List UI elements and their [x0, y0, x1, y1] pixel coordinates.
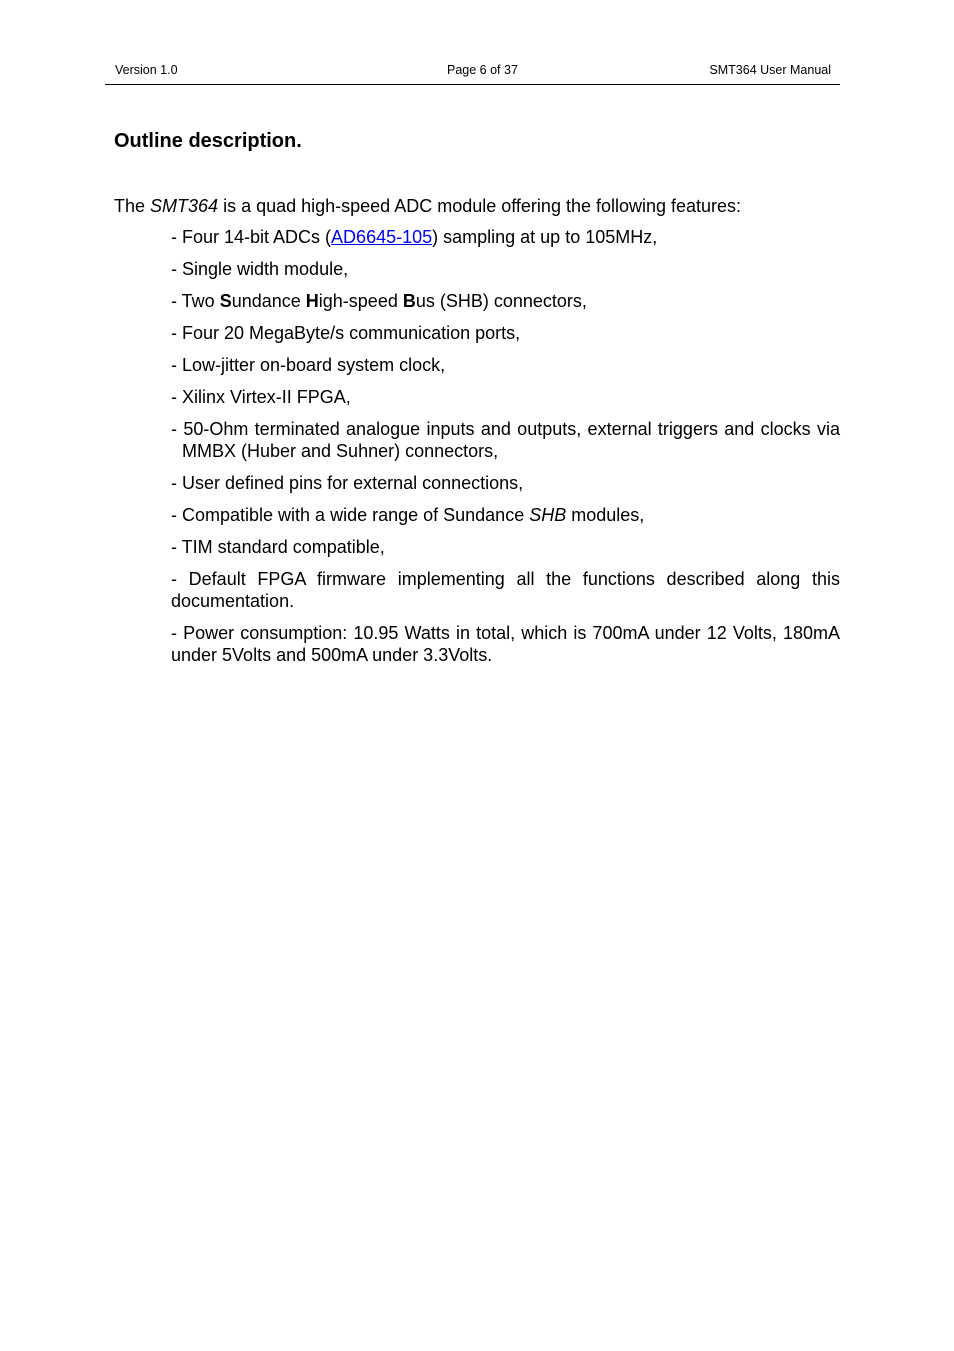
intro-product-name: SMT364	[150, 196, 219, 216]
feature-item-comm-ports: - Four 20 MegaByte/s communication ports,	[171, 323, 521, 343]
feature-adcs-before: - Four 14-bit ADCs (	[171, 227, 332, 247]
feature-adcs-after: ) sampling at up to 105MHz,	[432, 227, 658, 247]
ad6645-link[interactable]: AD6645-105	[331, 227, 433, 247]
feature-item-fpga: - Xilinx Virtex-II FPGA,	[171, 387, 351, 407]
header-page-number: Page 6 of 37	[447, 63, 518, 77]
feature-compat-after: modules,	[566, 505, 645, 525]
feature-item-single-width: - Single width module,	[171, 259, 349, 279]
feature-shb-bold-h: H	[305, 291, 319, 311]
intro-after: is a quad high-speed ADC module offering the following features:	[218, 196, 742, 216]
feature-item-user-pins: - User defined pins for external connections,	[171, 473, 524, 493]
feature-shb-text: - Two	[171, 291, 220, 311]
page-header	[105, 62, 840, 85]
feature-list	[171, 226, 840, 676]
feature-shb-bold-b: B	[402, 291, 416, 311]
feature-item-analogue-io: - 50-Ohm terminated analogue inputs and outputs, external triggers and clocks via MMBX (Huber and Suhner) connectors,	[171, 419, 840, 461]
feature-item-shb-connectors	[171, 290, 840, 312]
header-version: Version 1.0	[115, 63, 178, 77]
feature-item-power: - Power consumption: 10.95 Watts in total, which is 700mA under 12 Volts, 180mA under 5Volts and 500mA under 3.3Volts.	[171, 623, 840, 665]
section-heading: Outline description.	[114, 130, 302, 152]
intro-before: The	[114, 196, 151, 216]
feature-shb-text: us (SHB) connectors,	[415, 291, 587, 311]
feature-item-adcs	[171, 226, 840, 248]
feature-compat-shb: SHB	[529, 505, 567, 525]
feature-item-compatibility	[171, 504, 840, 526]
feature-item-system-clock: - Low-jitter on-board system clock,	[171, 355, 446, 375]
feature-shb-text: igh-speed	[318, 291, 403, 311]
feature-shb-bold-s: S	[219, 291, 232, 311]
intro-paragraph	[114, 195, 741, 217]
feature-item-default-firmware: - Default FPGA firmware implementing all the functions described along this documentation.	[171, 569, 840, 611]
header-doc-title: SMT364 User Manual	[709, 63, 831, 77]
feature-shb-text: undance	[231, 291, 306, 311]
feature-compat-before: - Compatible with a wide range of Sundance	[171, 505, 530, 525]
feature-item-tim-standard: - TIM standard compatible,	[171, 537, 385, 557]
